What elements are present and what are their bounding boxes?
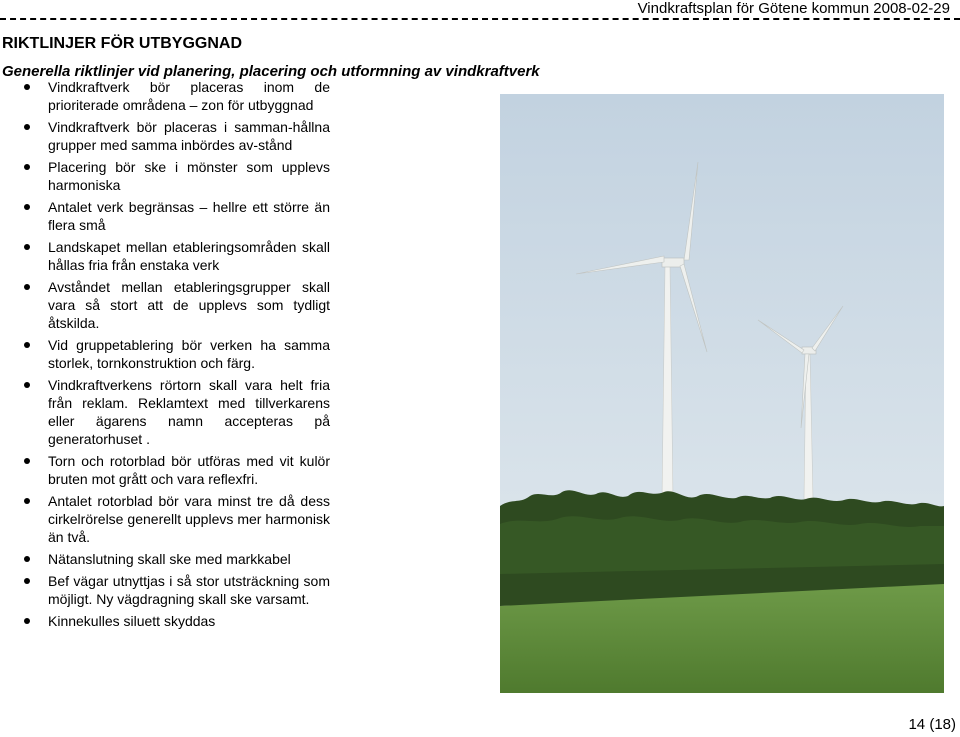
list-item: [0, 78, 330, 114]
header-divider: [0, 18, 960, 20]
list-item: [0, 376, 330, 448]
list-item-text: Bef vägar utnyttjas i så stor utsträckning som möjligt. Ny vägdragning skall ske varsamt.: [48, 573, 330, 607]
bullet-icon: [24, 382, 30, 388]
bullet-icon: [24, 556, 30, 562]
list-item-text: Placering bör ske i mönster som upplevs harmoniska: [48, 159, 330, 193]
bullet-icon: [24, 204, 30, 210]
list-item-text: Vindkraftverk bör placeras i samman-hållna grupper med samma inbördes av-stånd: [48, 119, 330, 153]
list-item-text: Landskapet mellan etableringsområden skall hållas fria från enstaka verk: [48, 239, 330, 273]
bullet-icon: [24, 164, 30, 170]
section-subtitle: Generella riktlinjer vid planering, placering och utformning av vindkraftverk: [2, 63, 540, 80]
bullet-icon: [24, 618, 30, 624]
bullet-icon: [24, 498, 30, 504]
list-item: [0, 550, 330, 568]
list-item-text: Avståndet mellan etableringsgrupper skall vara så stort att de upplevs som tydligt åtskilda.: [48, 279, 330, 331]
list-item-text: Vindkraftverkens rörtorn skall vara helt fria från reklam. Reklamtext med tillverkarens eller ägarens namn accepteras på generatorhuset .: [48, 377, 330, 447]
running-header: Vindkraftsplan för Götene kommun 2008-02-29: [637, 0, 950, 17]
list-item: [0, 118, 330, 154]
bullet-icon: [24, 342, 30, 348]
list-item-text: Nätanslutning skall ske med markkabel: [48, 551, 291, 567]
list-item: [0, 158, 330, 194]
page-number: 14 (18): [908, 716, 956, 733]
list-item: [0, 278, 330, 332]
list-item: [0, 612, 330, 630]
list-item: [0, 198, 330, 234]
bullet-icon: [24, 578, 30, 584]
bullet-icon: [24, 458, 30, 464]
list-item-text: Kinnekulles siluett skyddas: [48, 613, 216, 629]
bullet-icon: [24, 284, 30, 290]
list-item: [0, 452, 330, 488]
bullet-icon: [24, 124, 30, 130]
list-item: [0, 572, 330, 608]
list-item-text: Vindkraftverk bör placeras inom de prioriterade områdena – zon för utbyggnad: [48, 79, 330, 113]
list-item: [0, 336, 330, 372]
list-item-text: Antalet verk begränsas – hellre ett större än flera små: [48, 199, 330, 233]
section-title: RIKTLINJER FÖR UTBYGGNAD: [2, 35, 242, 52]
list-item-text: Torn och rotorblad bör utföras med vit kulör bruten mot grått och vara reflexfri.: [48, 453, 330, 487]
list-item: [0, 238, 330, 274]
wind-turbines-photo: [500, 94, 944, 693]
list-item-text: Antalet rotorblad bör vara minst tre då dess cirkelrörelse generellt upplevs mer harmonisk än två.: [48, 493, 330, 545]
list-item: [0, 492, 330, 546]
list-item-text: Vid gruppetablering bör verken ha samma storlek, tornkonstruktion och färg.: [48, 337, 330, 371]
forest-highlights: [500, 516, 944, 574]
bullet-icon: [24, 84, 30, 90]
bullet-icon: [24, 244, 30, 250]
guidelines-list: [0, 78, 330, 634]
